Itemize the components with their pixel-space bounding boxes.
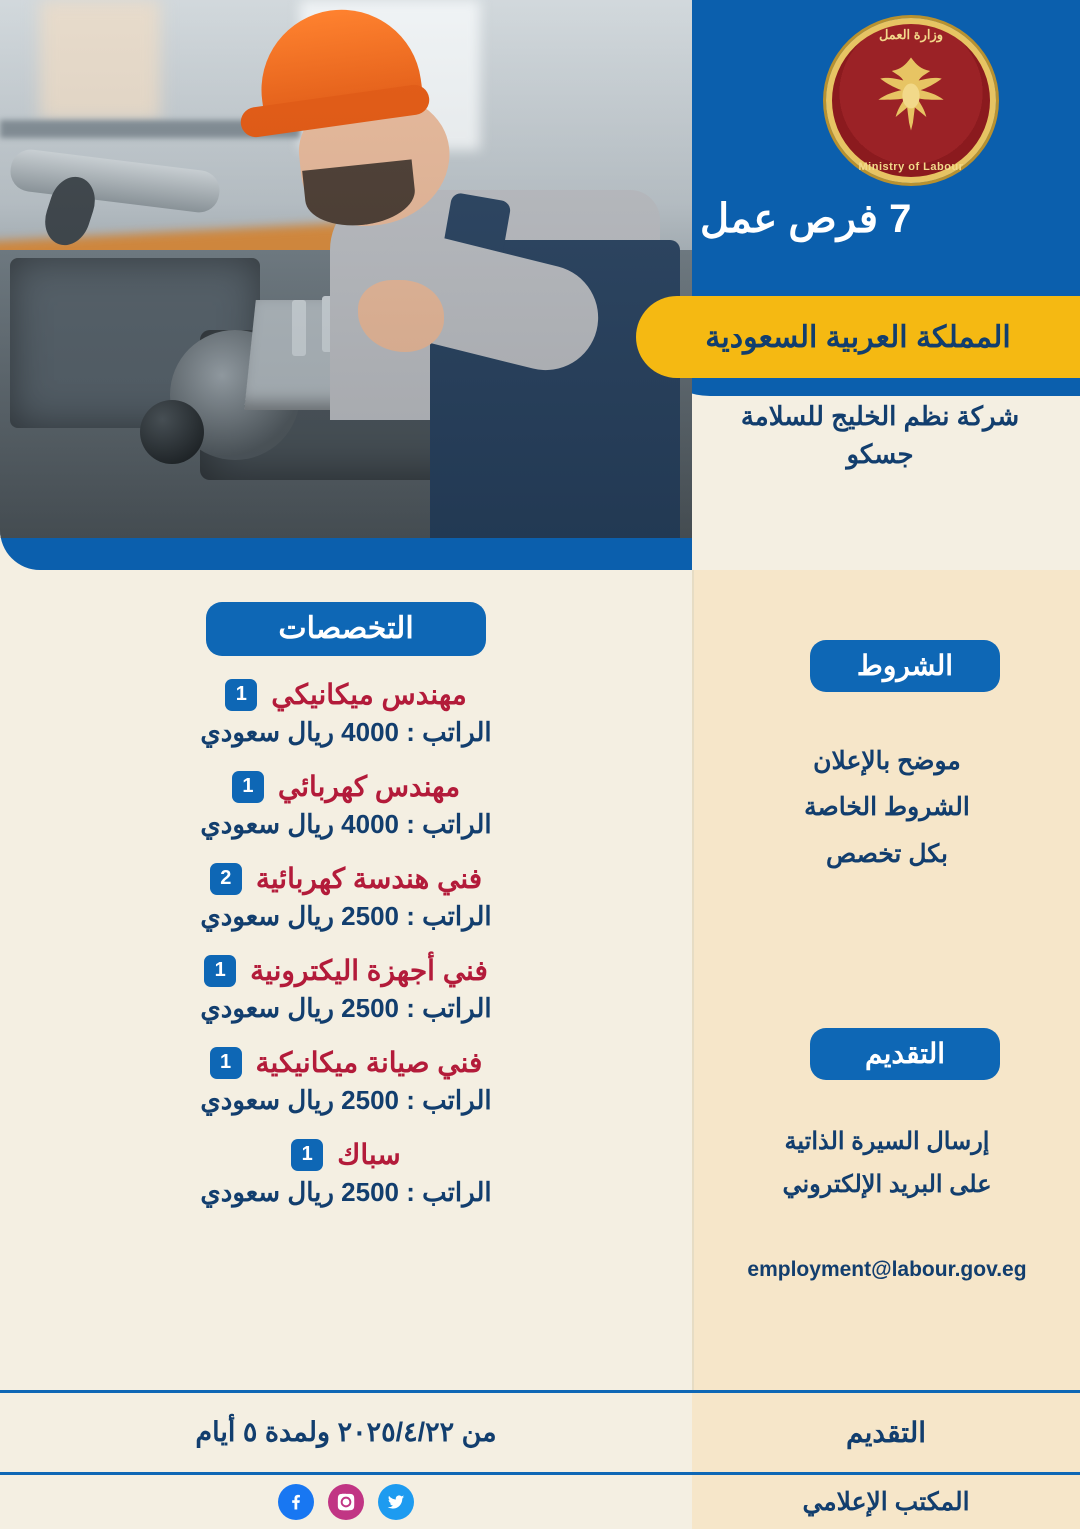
job-count-badge: 1: [232, 771, 264, 803]
apply-body: [704, 1120, 1070, 1206]
footer-apply-label-text: التقديم: [845, 1417, 927, 1448]
job-count-badge: 1: [225, 679, 257, 711]
apply-line-2: على البريد الإلكتروني: [782, 1171, 992, 1199]
conditions-line-1: موضح بالإعلان: [813, 747, 961, 775]
job-count-badge: 1: [210, 1047, 242, 1079]
company-name: [700, 398, 1060, 473]
facebook-icon[interactable]: [278, 1484, 314, 1520]
company-name-line1: شركة نظم الخليج للسلامة: [740, 401, 1020, 431]
footer-apply-period: [0, 1393, 692, 1472]
twitter-icon[interactable]: [378, 1484, 414, 1520]
country-label: المملكة العربية السعودية: [705, 320, 1011, 354]
job-title: فني أجهزة اليكترونية: [250, 955, 488, 986]
apply-line-1: إرسال السيرة الذاتية: [784, 1128, 990, 1155]
apply-email[interactable]: employment@labour.gov.eg: [747, 1258, 1027, 1281]
job-count-badge: 1: [291, 1139, 323, 1171]
country-banner: [636, 296, 1080, 378]
footer-apply-period-text: من ٢٠٢٥/٤/٢٢ ولمدة ٥ أيام: [195, 1417, 497, 1447]
job-salary: الراتب : 2500 ريال سعودي: [200, 1085, 492, 1115]
conditions-title: الشروط: [810, 640, 1000, 692]
job-salary: الراتب : 4000 ريال سعودي: [200, 809, 492, 839]
conditions-body: [712, 738, 1062, 877]
job-salary: الراتب : 2500 ريال سعودي: [200, 1177, 492, 1207]
job-salary: الراتب : 2500 ريال سعودي: [200, 901, 492, 931]
logo-bottom-text: Ministry of Labour: [858, 161, 964, 173]
vertical-divider: [692, 570, 694, 1390]
list-item: [16, 1138, 676, 1208]
hero-photo-worker-at-lathe: [0, 0, 692, 538]
specializations-title: التخصصات: [206, 602, 486, 656]
instagram-icon[interactable]: [328, 1484, 364, 1520]
footer-office-label-text: المكتب الإعلامي: [802, 1488, 970, 1516]
job-title: فني هندسة كهربائية: [255, 863, 483, 894]
page-title: 7 فرص عمل: [700, 197, 912, 241]
list-item: [16, 954, 676, 1024]
company-name-line2: جسكو: [846, 438, 914, 469]
eagle-emblem-icon: [863, 46, 959, 142]
footer-apply-label: [692, 1393, 1080, 1472]
job-title: مهندس ميكانيكي: [271, 679, 467, 710]
social-links: [0, 1475, 692, 1529]
logo-top-text: وزارة العمل: [878, 27, 944, 42]
job-salary: الراتب : 2500 ريال سعودي: [200, 993, 492, 1023]
apply-title: التقديم: [810, 1028, 1000, 1080]
jobs-list: [16, 678, 676, 1230]
conditions-line-2: الشروط الخاصة: [804, 793, 970, 822]
list-item: [16, 770, 676, 840]
footer-office-label: [692, 1475, 1080, 1529]
list-item: [16, 678, 676, 748]
job-title: سباك: [337, 1139, 401, 1170]
poster-header: [0, 0, 1080, 570]
conditions-line-3: بكل تخصص: [825, 839, 949, 868]
job-salary: الراتب : 4000 ريال سعودي: [200, 717, 492, 747]
list-item: [16, 1046, 676, 1116]
job-title: مهندس كهربائي: [277, 771, 461, 802]
job-count-badge: 1: [204, 955, 236, 987]
ministry-logo: [826, 18, 996, 183]
list-item: [16, 862, 676, 932]
job-count-badge: 2: [210, 863, 242, 895]
job-title: فني صيانة ميكانيكية: [255, 1047, 483, 1078]
hero-photo-frame: [0, 0, 692, 570]
